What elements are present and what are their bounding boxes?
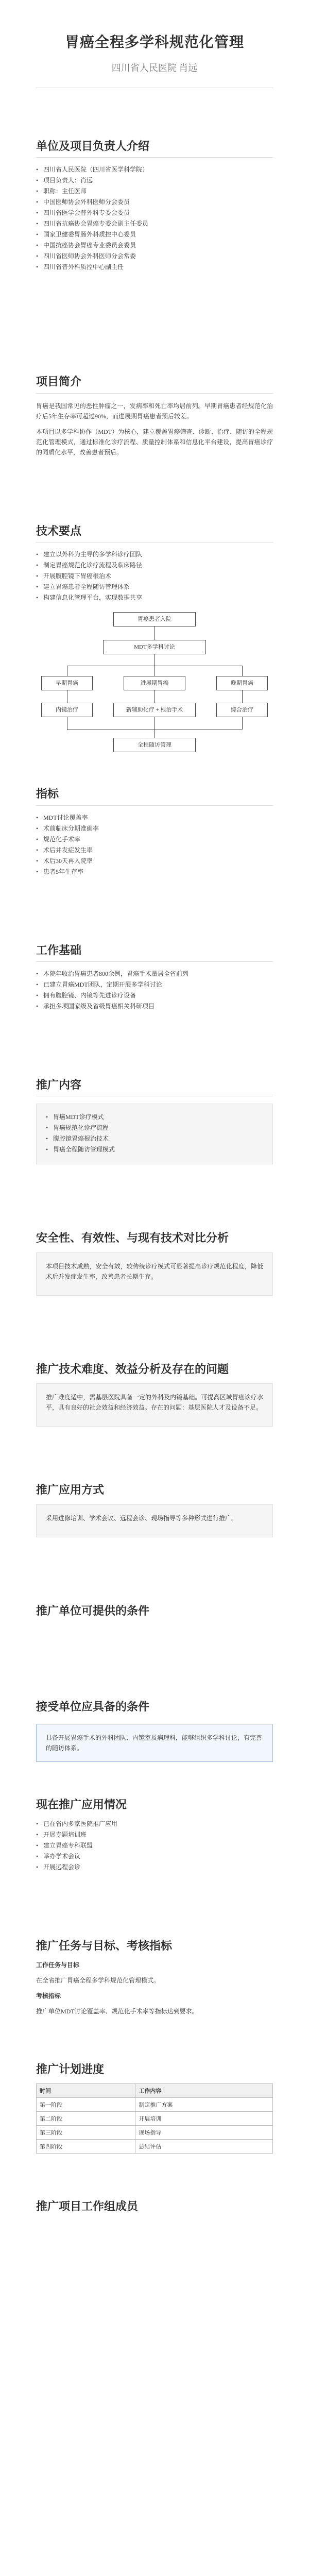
section-title: 推广计划进度	[36, 2063, 105, 2076]
section-acceptor	[36, 1695, 273, 1762]
list-item: • 本院年收治胃癌患者800余例，胃癌手术量居全省前列	[36, 969, 273, 979]
list-item: • 开展腹腔镜下胃癌根治术	[36, 571, 273, 581]
document-title: 胃癌全程多学科规范化管理	[64, 35, 244, 50]
promotion-content-panel	[36, 1104, 273, 1164]
list-item: • 建立以外科为主导的多学科诊疗团队	[36, 550, 273, 560]
list-item: • 承担多项国家级及省级胃癌相关科研项目	[36, 1002, 273, 1011]
schedule-table	[36, 2083, 273, 2154]
list-item: • 术后并发症发生率	[36, 845, 273, 855]
list-item: • 患者5年生存率	[36, 867, 273, 877]
method-panel	[36, 1504, 273, 1537]
section-project-intro	[36, 370, 273, 457]
acceptor-box	[36, 1724, 273, 1762]
section-safety	[36, 1226, 273, 1295]
section-indicators	[36, 782, 273, 876]
list-item: • 胃癌全程随访管理模式	[46, 1145, 263, 1155]
list-item: • 开展远程会诊	[36, 1862, 273, 1872]
list-item: • 中国抗癌协会胃癌专业委员会委员	[36, 241, 273, 250]
paragraph: 本项目技术成熟，安全有效，较传统诊疗模式可显著提高诊疗规范化程度，降低术后并发症发生率，改善患者长期生存。	[46, 1262, 263, 1280]
list-item: • 术前临床分期准确率	[36, 824, 273, 834]
list-item: • 规范化手术率	[36, 835, 273, 844]
section-title: 推广技术难度、效益分析及存在的问题	[36, 1362, 229, 1376]
list-item: • 胃癌MDT诊疗模式	[46, 1112, 263, 1122]
diagram-connector	[242, 666, 243, 676]
section-title: 推广内容	[36, 1078, 273, 1096]
section-title: 推广单位可提供的条件	[36, 1604, 150, 1617]
list-item: • 制定胃癌规范化诊疗流程及临床路径	[36, 561, 273, 570]
section-conditions	[36, 1599, 273, 1618]
diagram-connector	[242, 690, 243, 703]
list-item: • 四川省医师协会外科医师分会常委	[36, 251, 273, 261]
diagram-node-l1: 内镜治疗	[41, 703, 93, 717]
list-item: • 中国医师协会外科医师分会委员	[36, 197, 273, 207]
list-item: • 已建立胃癌MDT团队，定期开展多学科讨论	[36, 980, 273, 990]
paragraph: 推广单位MDT讨论覆盖率、规范化手术率等指标达到要求。	[36, 2008, 198, 2015]
section-method	[36, 1478, 273, 1537]
section-title: 指标	[36, 787, 273, 805]
unit-intro-list	[36, 165, 273, 272]
document-subtitle: 四川省人民医院 肖远	[111, 63, 198, 73]
table-cell: 第一阶段	[37, 2098, 135, 2112]
table-header-row	[37, 2084, 273, 2098]
section-title: 推广任务与目标、考核指标	[36, 1939, 173, 1952]
section-difficulty	[36, 1358, 273, 1427]
table-cell: 制定推广方案	[135, 2098, 273, 2112]
diagram-node-bottom: 全程随访管理	[113, 738, 196, 752]
promotion-content-list	[46, 1112, 263, 1155]
work-basis-list	[36, 969, 273, 1011]
section-goals	[36, 1934, 273, 2016]
section-title: 推广应用方式	[36, 1483, 105, 1497]
section-title: 项目简介	[36, 375, 273, 393]
table-row	[37, 2140, 273, 2154]
paragraph: 胃癌是我国常见的恶性肿瘤之一，发病率和死亡率均居前列。早期胃癌患者经规范化治疗后5年生存率可超过90%，而进展期胃癌患者预后较差。	[36, 402, 273, 420]
list-item: • 四川省医学会普外科专委会委员	[36, 208, 273, 218]
list-item: • 胃癌规范化诊疗流程	[46, 1123, 263, 1133]
table-row	[37, 2126, 273, 2140]
table-cell: 总结评估	[135, 2140, 273, 2154]
list-item: • 建立胃癌专科联盟	[36, 1841, 273, 1851]
diagram-node-middle: 进展期胃癌	[124, 676, 185, 690]
list-item: • MDT讨论覆盖率	[36, 813, 273, 823]
document-header	[36, 0, 273, 88]
section-title: 工作基础	[36, 944, 273, 962]
diagram-node-mdt: MDT多学科讨论	[103, 640, 206, 654]
diagram-connector	[242, 717, 243, 730]
section-title: 推广项目工作组成员	[36, 2200, 139, 2213]
list-item: • 构建信息化管理平台，实现数据共享	[36, 593, 273, 603]
table-header: 工作内容	[135, 2084, 273, 2098]
paragraph: 在全省推广胃癌全程多学科规范化管理模式。	[36, 1977, 160, 1985]
list-item: • 开展专题培训班	[36, 1830, 273, 1840]
paragraph: 推广难度适中，需基层医院具备一定的外科及内镜基础。可提高区域胃癌诊疗水平，具有良好的社会效益和经济效益。存在的问题：基层医院人才及设备不足。	[46, 1394, 263, 1412]
list-item: • 职称：主任医师	[36, 187, 273, 196]
list-item: • 四川省人民医院（四川省医学科学院）	[36, 165, 273, 175]
list-item: • 术后30天再入院率	[36, 856, 273, 866]
status-list	[36, 1819, 273, 1872]
goals-subtitle-1: 工作任务与目标	[36, 1961, 80, 1969]
table-header: 时间	[37, 2084, 135, 2098]
section-title: 安全性、有效性、与现有技术对比分析	[36, 1231, 229, 1245]
table-row	[37, 2098, 273, 2112]
table-cell: 第二阶段	[37, 2112, 135, 2126]
list-item: • 腹腔镜胃癌根治技术	[46, 1134, 263, 1144]
section-title: 接受单位应具备的条件	[36, 1700, 150, 1713]
difficulty-panel	[36, 1383, 273, 1427]
list-item: • 举办学术会议	[36, 1852, 273, 1861]
table-row	[37, 2112, 273, 2126]
goals-subtitle-2: 考核指标	[36, 1992, 61, 2000]
section-title: 现在推广应用情况	[36, 1798, 127, 1811]
table-cell: 开展培训	[135, 2112, 273, 2126]
list-item: • 四川省普外科质控中心副主任	[36, 262, 273, 272]
tech-points-list	[36, 550, 273, 603]
section-unit-intro	[36, 134, 273, 272]
section-work-basis	[36, 939, 273, 1011]
acceptor-text: 具备开展胃癌手术的外科团队、内镜室及病理科，能够组织多学科讨论，有完善的随访体系。	[46, 1734, 263, 1752]
table-cell: 第四阶段	[37, 2140, 135, 2154]
list-item: • 国家卫健委胃肠外科质控中心委员	[36, 230, 273, 240]
table-cell: 第三阶段	[37, 2126, 135, 2140]
list-item: • 项目负责人：肖远	[36, 176, 273, 185]
paragraph: 本项目以多学科协作（MDT）为核心，建立覆盖胃癌筛查、诊断、治疗、随访的全程规范化管理模式，通过标准化诊疗流程、质量控制体系和信息化平台建设，提高胃癌诊疗的同质化水平，改善患者预后。	[36, 428, 273, 456]
section-tech-points	[36, 519, 273, 761]
list-item: • 拥有腹腔镜、内镜等先进诊疗设备	[36, 991, 273, 1001]
list-item: • 建立胃癌患者全程随访管理体系	[36, 582, 273, 592]
section-status	[36, 1793, 273, 1872]
section-team	[36, 2195, 273, 2213]
paragraph: 采用进修培训、学术会议、远程会诊、现场指导等多种形式进行推广。	[46, 1514, 238, 1522]
diagram-node-left: 早期胃癌	[41, 676, 93, 690]
indicators-list	[36, 813, 273, 877]
section-promotion-content	[36, 1073, 273, 1164]
section-title: 技术要点	[36, 524, 273, 543]
workflow-diagram	[36, 612, 273, 761]
section-schedule	[36, 2058, 273, 2154]
list-item: • 四川省抗癌协会胃癌专委会副主任委员	[36, 219, 273, 229]
diagram-node-r1: 综合治疗	[216, 703, 268, 717]
table-cell: 现场指导	[135, 2126, 273, 2140]
section-title: 单位及项目负责人介绍	[36, 140, 273, 158]
diagram-node-top: 胃癌患者入院	[113, 612, 196, 626]
diagram-node-right: 晚期胃癌	[216, 676, 268, 690]
diagram-node-m1: 新辅助化疗 + 根治手术	[113, 703, 196, 717]
safety-panel	[36, 1252, 273, 1296]
list-item: • 已在省内多家医院推广应用	[36, 1819, 273, 1829]
